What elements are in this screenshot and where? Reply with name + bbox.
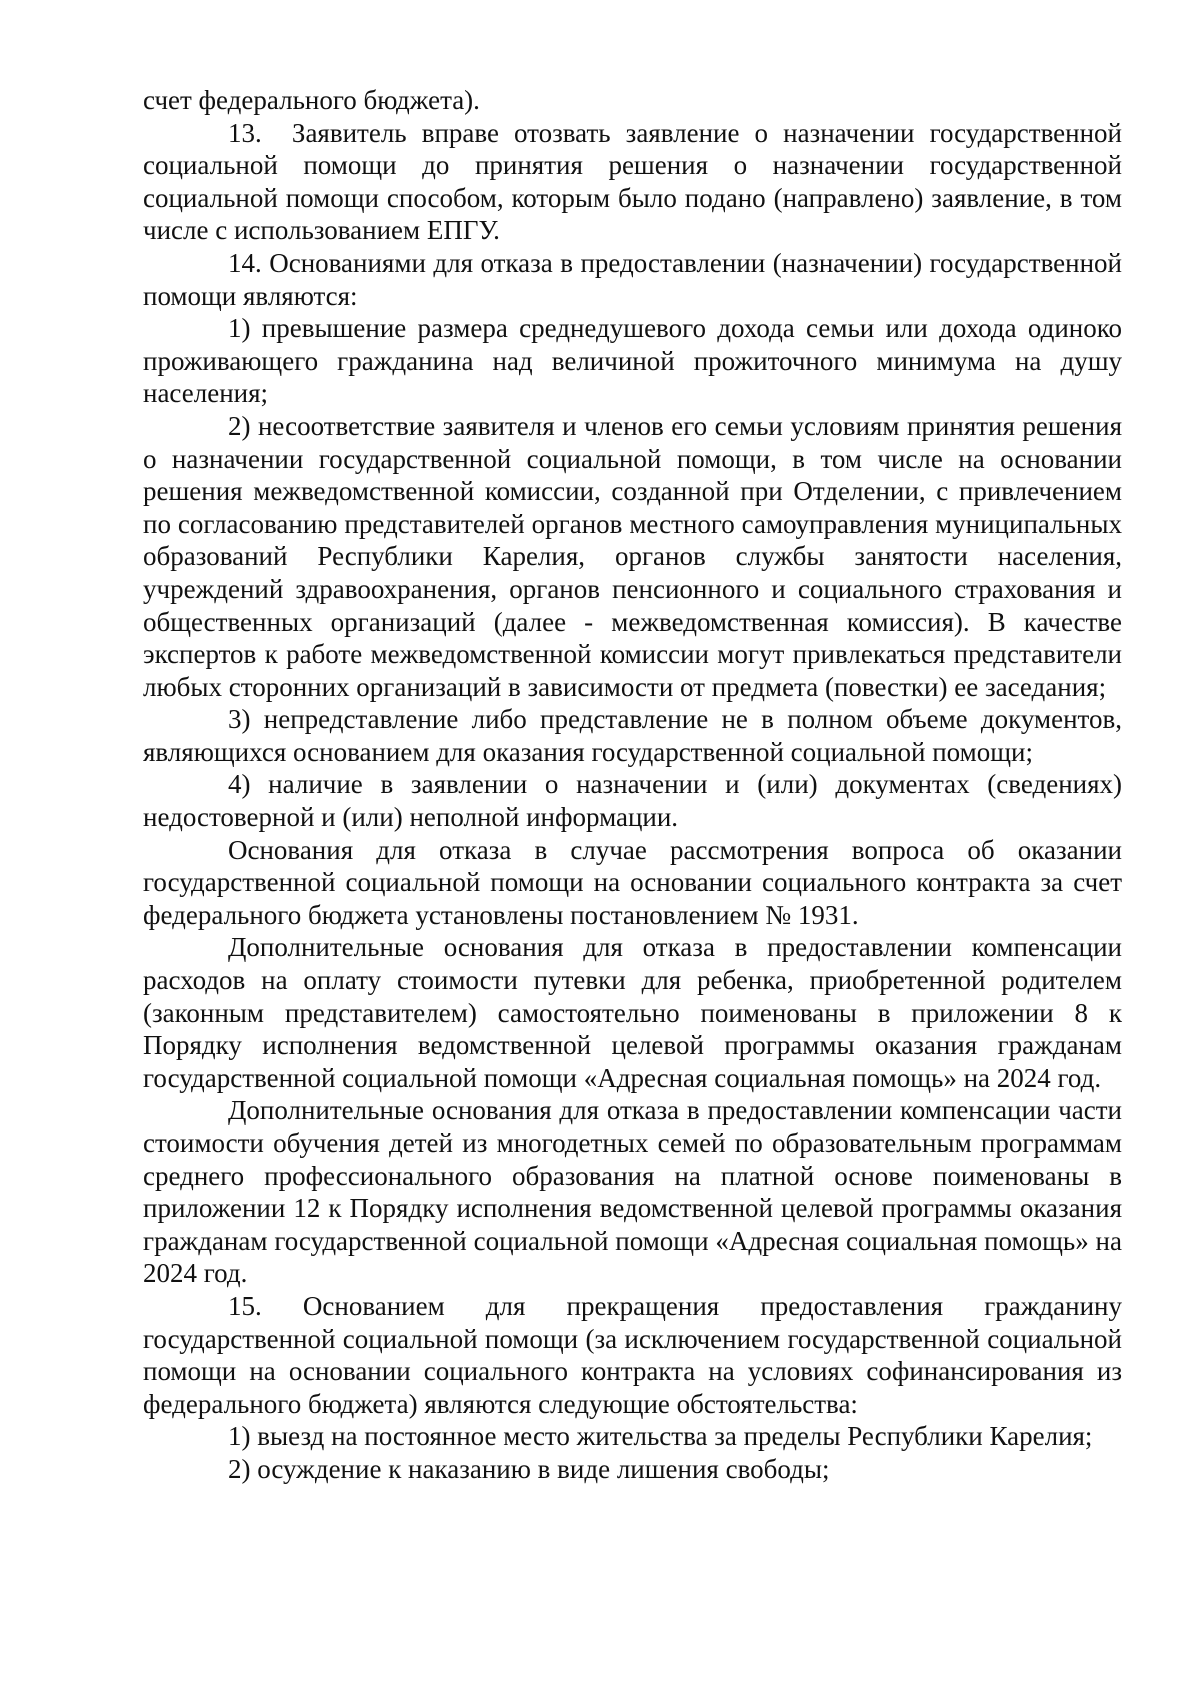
document-page [143,84,1122,1486]
paragraph-subitem-14-1: 1) превышение размера среднедушевого дохода семьи или дохода одиноко проживающего гражданина над величиной прожиточного минимума на душу населения; [143,313,1122,409]
paragraph-item-15: 15. Основанием для прекращения предоставления гражданину государственной социальной помощи (за исключением государственной социальной помощи на основании социального контракта на условиях софинансирования из федерального бюджета) являются следующие обстоятельства: [143,1290,1122,1419]
paragraph-subitem-14-2: 2) несоответствие заявителя и членов его семьи условиям принятия решения о назначении государственной социальной помощи, в том числе на основании решения межведомственной комиссии, созданной при Отделении, с привлечением по согласованию представителей органов местного самоуправления муниципальных образований Республики Карелия, органов службы занятости населения, учреждений здравоохранения, органов пенсионного и социального страхования и общественных организаций (далее - межведомственная комиссия). В качестве экспертов к работе межведомственной комиссии могут привлекаться представители любых сторонних организаций в зависимости от предмета (повестки) ее заседания; [143,410,1122,702]
paragraph-continuation: счет федерального бюджета). [143,85,480,115]
paragraph-subitem-15-1: 1) выезд на постоянное место жительства за пределы Республики Карелия; [228,1421,1093,1452]
paragraph-refusal-education: Дополнительные основания для отказа в предоставлении компенсации части стоимости обучения детей из многодетных семей по образовательным программам среднего профессионального образования на платной основе поименованы в приложении 12 к Порядку исполнения ведомственной целевой программы оказания гражданам государственной социальной помощи «Адресная социальная помощь» на 2024 год. [143,1095,1122,1289]
paragraph-refusal-voucher: Дополнительные основания для отказа в предоставлении компенсации расходов на оплату стоимости путевки для ребенка, приобретенной родителем (законным представителем) самостоятельно поименованы в приложении 8 к Порядку исполнения ведомственной целевой программы оказания гражданам государственной социальной помощи «Адресная социальная помощь» на 2024 год. [143,932,1122,1093]
paragraph-item-14: 14. Основаниями для отказа в предоставлении (назначении) государственной помощи являются: [143,247,1122,311]
paragraph-refusal-federal: Основания для отказа в случае рассмотрения вопроса об оказании государственной социальной помощи на основании социального контракта за счет федерального бюджета установлены постановлением № 1931. [143,834,1122,930]
paragraph-subitem-14-3: 3) непредставление либо представление не в полном объеме документов, являющихся основанием для оказания государственной социальной помощи; [143,704,1122,767]
paragraph-subitem-14-4: 4) наличие в заявлении о назначении и (или) документах (сведениях) недостоверной и (или) неполной информации. [143,769,1122,833]
paragraph-subitem-15-2: 2) осуждение к наказанию в виде лишения свободы; [228,1453,830,1484]
paragraph-item-13: 13. Заявитель вправе отозвать заявление о назначении государственной социальной помощи до принятия решения о назначении государственной социальной помощи способом, которым было подано (направлено) заявление, в том числе с использованием ЕПГУ. [143,117,1122,246]
